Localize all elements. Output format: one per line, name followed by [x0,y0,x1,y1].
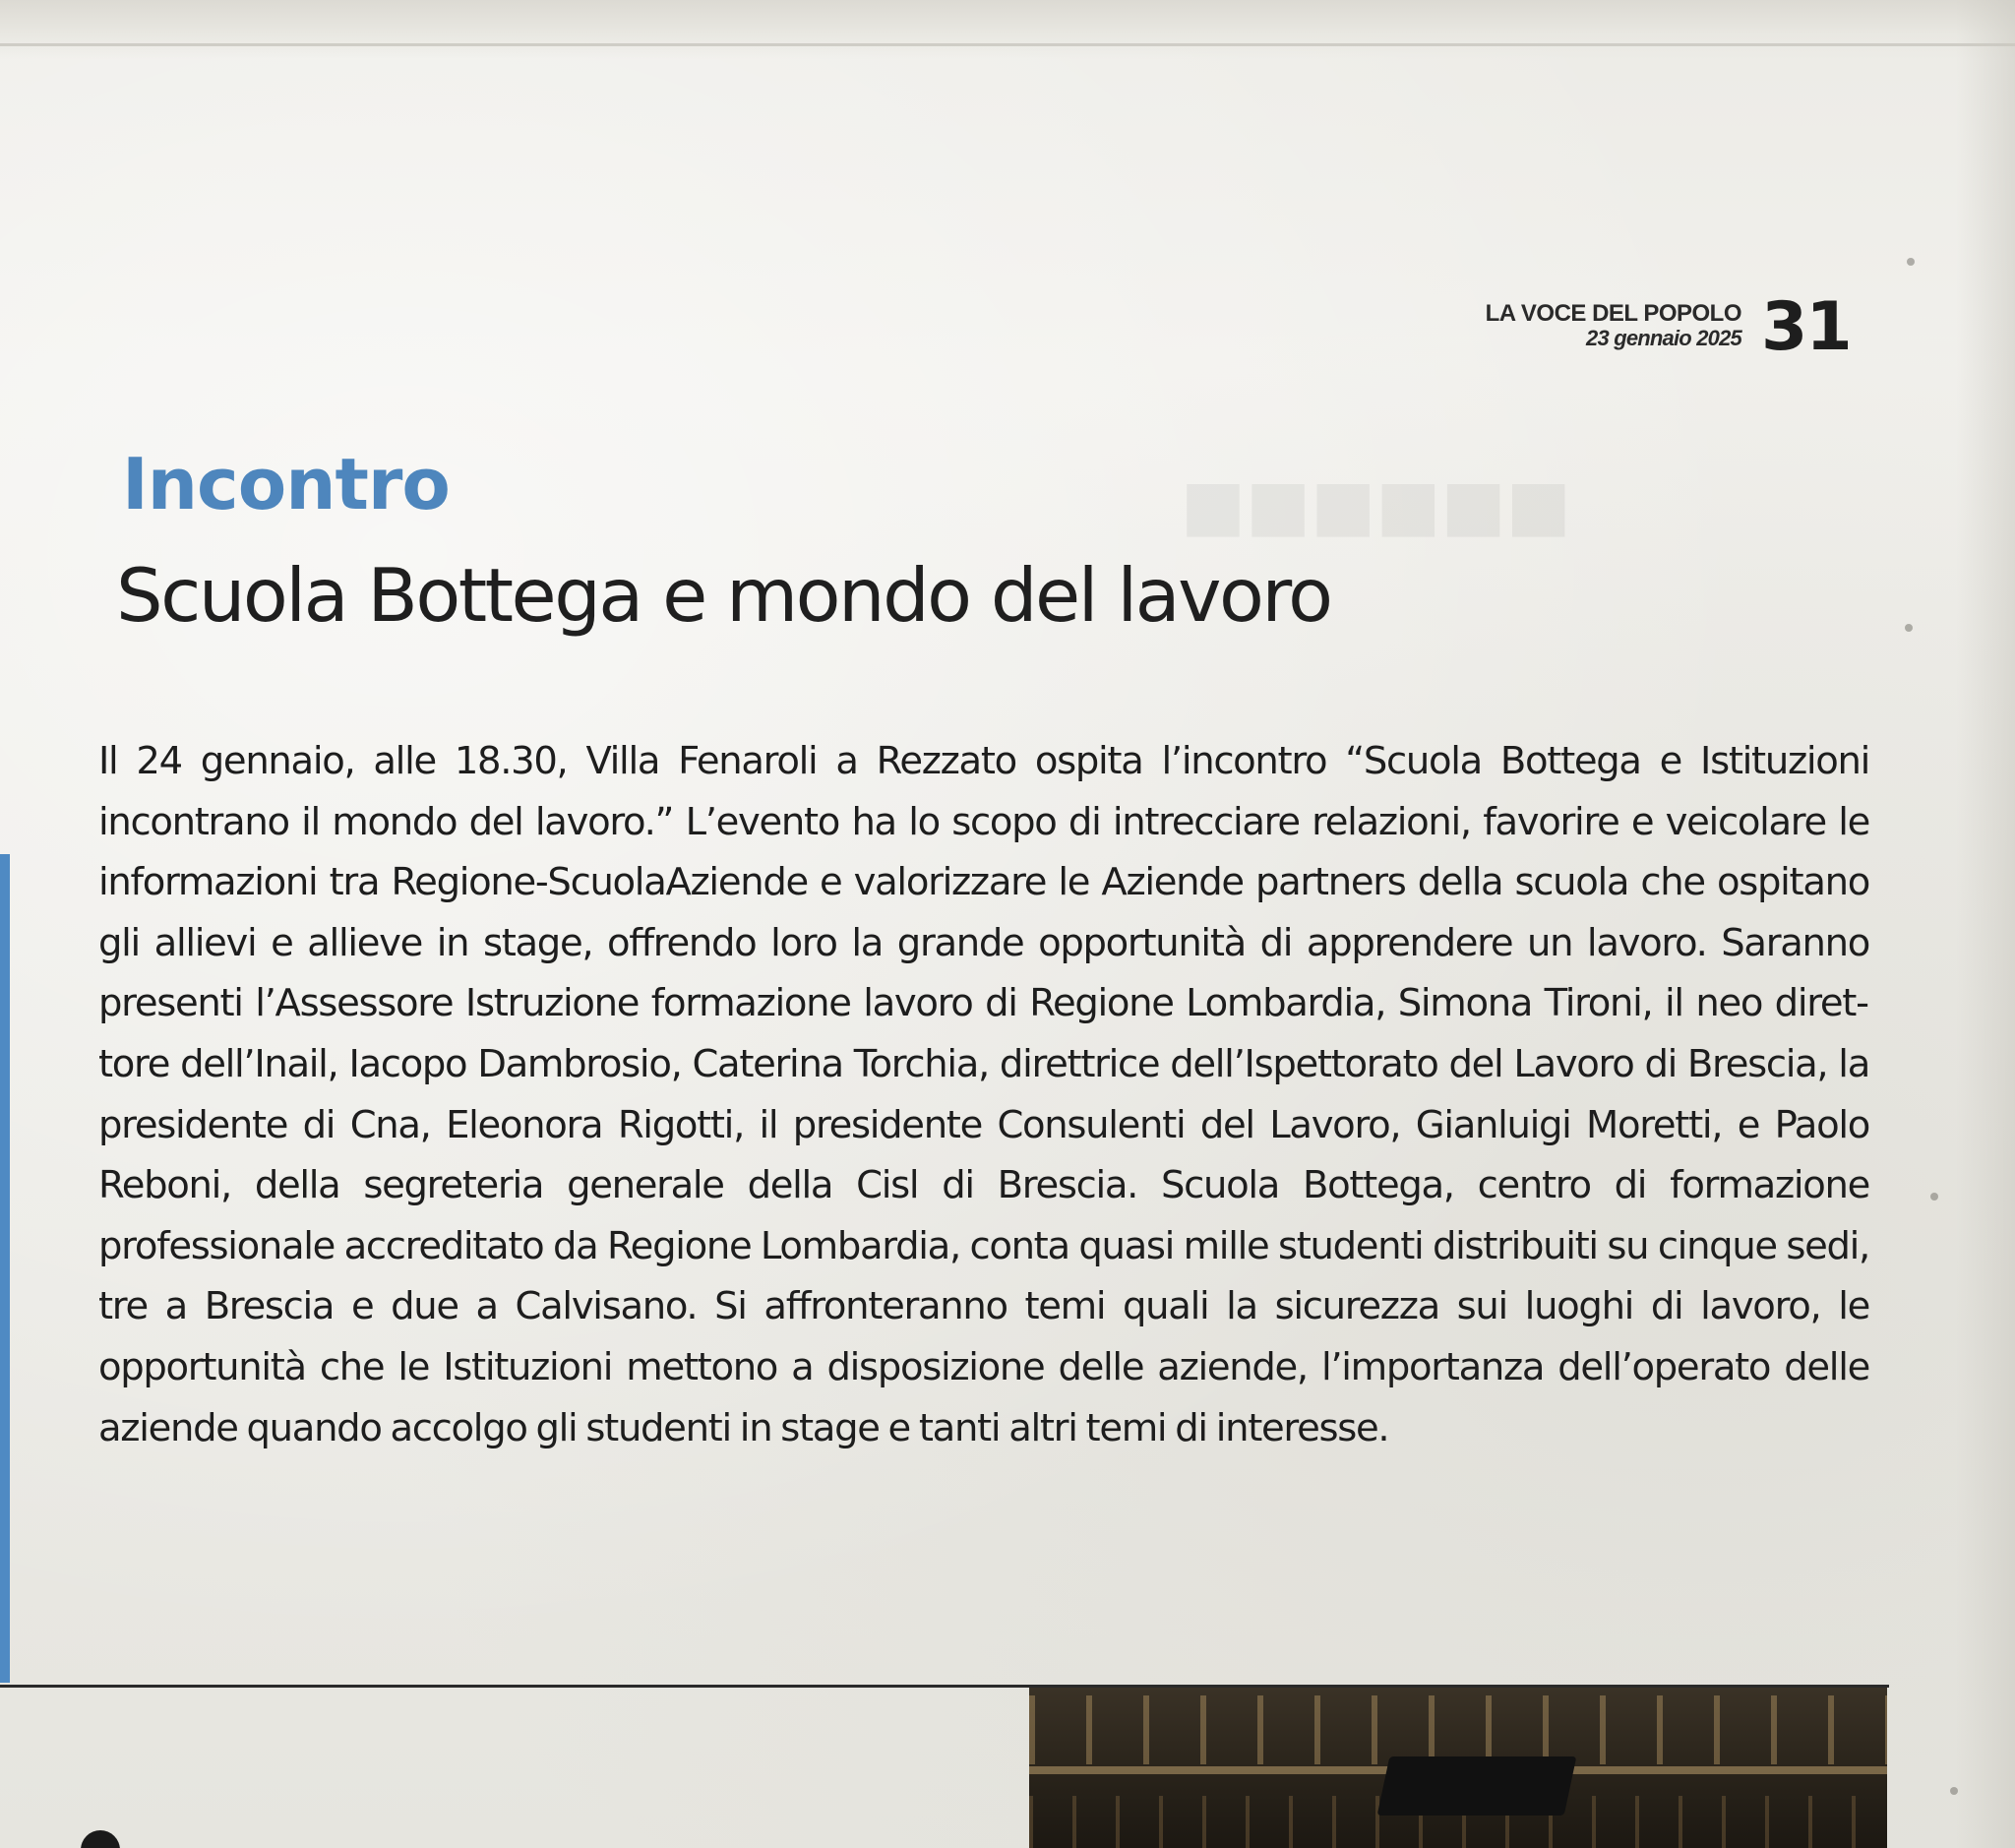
paper-speck [1905,624,1913,632]
article-headline: Scuola Bottega e mondo del lavoro [116,552,1331,639]
page-edge-shadow [1956,0,2015,1848]
paper-speck [1930,1193,1938,1201]
page-fold [0,0,2015,59]
bleed-through-shadow: ■■■■■■ [1181,464,1571,545]
article-kicker: Incontro [122,443,450,525]
next-article-photo [1029,1688,1887,1848]
next-article-bullet [81,1830,120,1848]
page-number: 31 [1761,288,1851,366]
page-header [1456,301,1741,350]
paper-speck [1907,258,1915,266]
article-body: Il 24 gennaio, alle 18.30, Villa Fenaroli a Rezzato ospita l’incontro “Scuola Bottega e Istituzioni incontrano il mondo del lavoro.” L’evento ha lo scopo di intrecciare relazioni, favorire e veicolare le informazioni tra Regione-ScuolaAziende e valorizzare le Aziende partners della scuola che ospitano gli allievi e allieve in stage, offrendo loro la grande opportunità di apprendere un lavoro. Saranno presenti l’Assessore Istruzione formazione lavoro di Regione Lombardia, Simona Tironi, il neo direttore dell’Inail, Iacopo Dambrosio, Caterina Torchia, direttrice dell’Ispettorato del Lavoro di Brescia, la presidente di Cna, Eleonora Rigotti, il presidente Consulenti del Lavoro, Gianluigi Moretti, e Paolo Reboni, della segreteria generale della Cisl di Brescia. Scuola Bottega, centro di formazione professionale accreditato da Regione Lombardia, conta quasi mille studenti distribuiti su cinque sedi, tre a Brescia e due a Calvisano. Si affronteranno temi quali la sicurezza sui luoghi di lavoro, le opportunità che le Istituzioni mettono a disposizione delle aziende, l’importanza dell’operato delle aziende quando accolgo gli studenti in stage e tanti altri temi di interesse. [98,739,1869,1450]
theatre-balconies [1029,1695,1887,1764]
graduation-cap [1377,1756,1577,1816]
publication-name: LA VOCE DEL POPOLO [1485,300,1741,327]
issue-date: 23 gennaio 2025 [1586,326,1741,350]
paper-speck [1950,1787,1958,1795]
accent-sidebar-rule [0,854,10,1683]
